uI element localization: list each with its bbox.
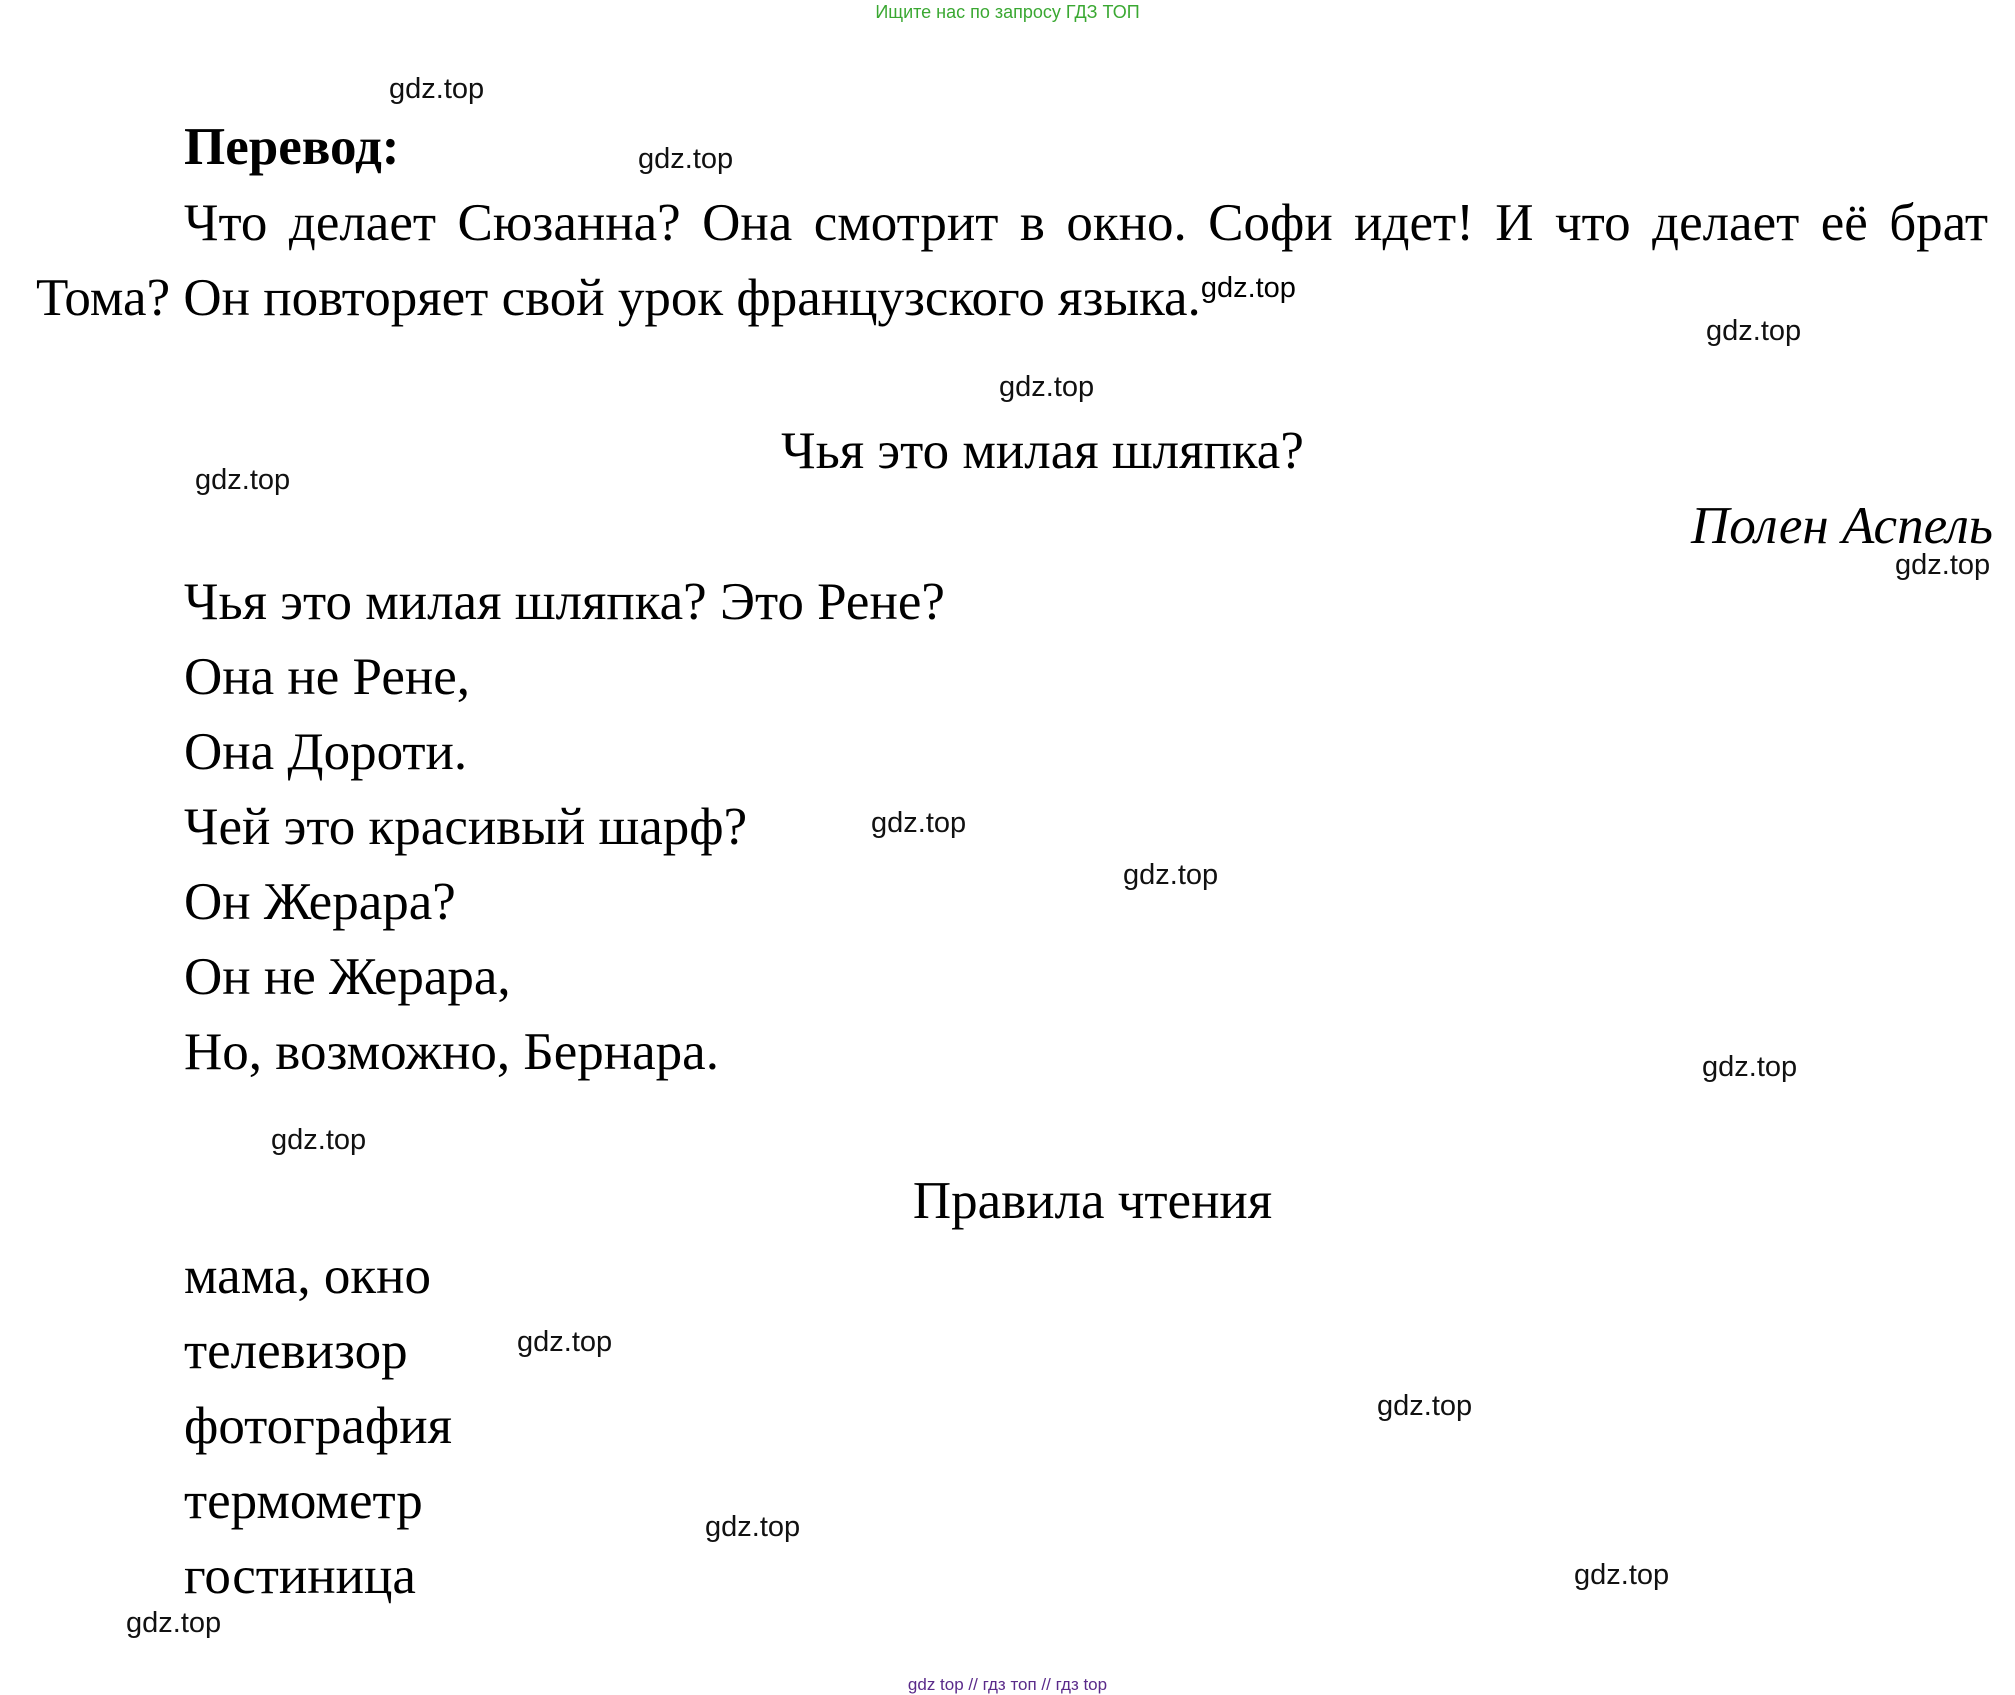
bottom-banner: gdz top // гдз топ // гдз top bbox=[907, 1675, 1108, 1694]
poem-line: Чья это милая шляпка? Это Рене? bbox=[184, 573, 945, 631]
poem-line: Чей это красивый шарф? bbox=[184, 798, 748, 856]
rules-word: гостиница bbox=[184, 1547, 416, 1605]
watermark: gdz.top bbox=[126, 1607, 222, 1639]
watermark: gdz.top bbox=[517, 1326, 613, 1358]
watermark: gdz.top bbox=[195, 464, 291, 496]
poem-line: Она Дороти. bbox=[184, 723, 468, 781]
watermark: gdz.top bbox=[871, 807, 967, 839]
watermark: gdz.top bbox=[705, 1511, 801, 1543]
watermark: gdz.top bbox=[1702, 1051, 1798, 1083]
poem-line: Он Жерара? bbox=[184, 873, 456, 931]
watermark: gdz.top bbox=[1377, 1390, 1473, 1422]
watermark: gdz.top bbox=[271, 1124, 367, 1156]
paragraph-watermark: gdz.top bbox=[1200, 272, 1296, 304]
watermark: gdz.top bbox=[1706, 315, 1802, 347]
poem-line: Она не Рене, bbox=[184, 648, 470, 706]
rules-word: термометр bbox=[184, 1472, 423, 1530]
paragraph-text: Что делает Сюзанна? Она смотрит в окно. Софи идет! И что делает её брат Тома? Он повторяет свой урок французского языка. bbox=[36, 194, 1988, 327]
watermark: gdz.top bbox=[1895, 549, 1991, 581]
top-banner: Ищите нас по запросу ГДЗ ТОП bbox=[875, 2, 1140, 22]
watermark: gdz.top bbox=[1123, 859, 1219, 891]
poem-title: Чья это милая шляпка? bbox=[781, 422, 1304, 480]
watermark: gdz.top bbox=[638, 143, 734, 175]
translation-paragraph bbox=[36, 186, 1988, 336]
rules-title: Правила чтения bbox=[912, 1172, 1273, 1230]
section-heading: Перевод: bbox=[184, 118, 400, 176]
watermark: gdz.top bbox=[1574, 1559, 1670, 1591]
poem-line: Он не Жерара, bbox=[184, 948, 511, 1006]
rules-word: телевизор bbox=[184, 1322, 408, 1380]
poem-line: Но, возможно, Бернара. bbox=[184, 1023, 719, 1081]
rules-word: мама, окно bbox=[184, 1247, 432, 1305]
rules-word: фотография bbox=[184, 1397, 452, 1455]
watermark: gdz.top bbox=[999, 371, 1095, 403]
poem-author: Полен Аспель bbox=[1691, 497, 1993, 555]
watermark: gdz.top bbox=[389, 73, 485, 105]
